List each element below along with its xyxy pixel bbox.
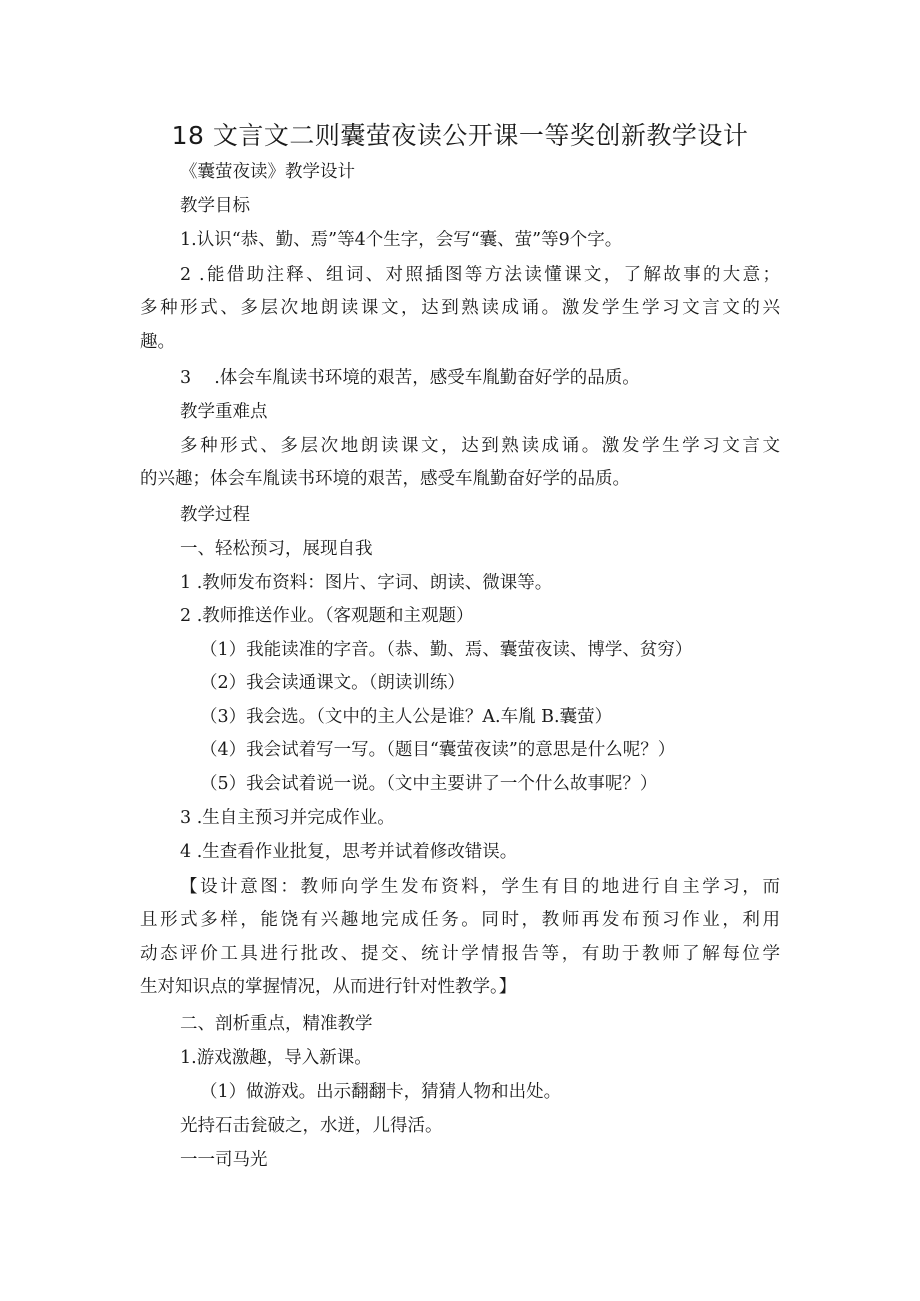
section-2-sub-1: （1）做游戏。出示翻翻卡，猜猜人物和出处。 <box>200 1082 562 1102</box>
section-2-heading: 二、剖析重点，精准教学 <box>180 1014 373 1034</box>
key-points-heading: 教学重难点 <box>180 402 268 422</box>
section-1-item-3: 3 .生自主预习并完成作业。 <box>180 808 395 828</box>
section-1-sub-3: （3）我会选。（文中的主人公是谁？A.车胤 B.囊萤） <box>200 707 613 727</box>
key-points-paragraph <box>140 430 780 497</box>
section-2-item-1: 1.游戏激趣，导入新课。 <box>180 1048 372 1068</box>
section-1-sub-2: （2）我会读通课文。（朗读训练） <box>200 673 465 693</box>
design-intent-line-1: 【设计意图：教师向学生发布资料，学生有目的地进行自主学习，而 <box>180 877 780 897</box>
goals-heading: 教学目标 <box>180 196 250 216</box>
process-heading: 教学过程 <box>180 505 250 525</box>
section-1-item-4: 4 .生查看作业批复，思考并试着修改错误。 <box>180 842 518 862</box>
goal-2-line-2: 多种形式、多层次地朗读课文，达到熟读成诵。激发学生学习文言文的兴 <box>140 298 780 319</box>
design-intent-paragraph <box>140 871 780 1004</box>
lesson-subtitle: 《囊萤夜读》教学设计 <box>180 162 355 182</box>
goal-2-line-1: 2 .能借助注释、组词、对照插图等方法读懂课文，了解故事的大意； <box>180 265 780 285</box>
key-points-line-1: 多种形式、多层次地朗读课文，达到熟读成诵。激发学生学习文言文 <box>180 436 780 456</box>
section-1-item-2: 2 .教师推送作业。（客观题和主观题） <box>180 606 474 626</box>
goal-3: 3 .体会车胤读书环境的艰苦，感受车胤勤奋好学的品质。 <box>180 368 640 388</box>
goal-1: 1.认识“恭、勤、焉”等4个生字，会写“囊、萤”等9个字。 <box>180 230 623 250</box>
key-points-line-2: 的兴趣；体会车胤读书环境的艰苦，感受车胤勤奋好学的品质。 <box>140 469 630 490</box>
quote-source: 一一司马光 <box>180 1150 268 1170</box>
section-1-heading: 一、轻松预习，展现自我 <box>180 539 373 559</box>
design-intent-line-4: 生对知识点的掌握情况，从而进行针对性教学。】 <box>140 976 517 997</box>
section-1-sub-4: （4）我会试着写一写。（题目“囊萤夜读”的意思是什么呢？） <box>200 740 676 760</box>
design-intent-line-2: 且形式多样，能饶有兴趣地完成任务。同时，教师再发布预习作业，利用 <box>140 910 780 931</box>
goal-2-line-3: 趣。 <box>140 331 175 352</box>
section-1-sub-1: （1）我能读准的字音。（恭、勤、焉、囊萤夜读、博学、贫穷） <box>200 640 693 660</box>
section-1-item-1: 1 .教师发布资料：图片、字词、朗读、微课等。 <box>180 573 553 593</box>
design-intent-line-3: 动态评价工具进行批改、提交、统计学情报告等，有助于教师了解每位学 <box>140 943 780 964</box>
document-title: 18 文言文二则囊萤夜读公开课一等奖创新教学设计 <box>171 121 749 150</box>
quote-text: 光持石击瓮破之，水迸，儿得活。 <box>180 1116 443 1136</box>
goal-2-paragraph <box>140 259 780 359</box>
section-1-sub-5: （5）我会试着说一说。（文中主要讲了一个什么故事呢？） <box>200 774 658 794</box>
